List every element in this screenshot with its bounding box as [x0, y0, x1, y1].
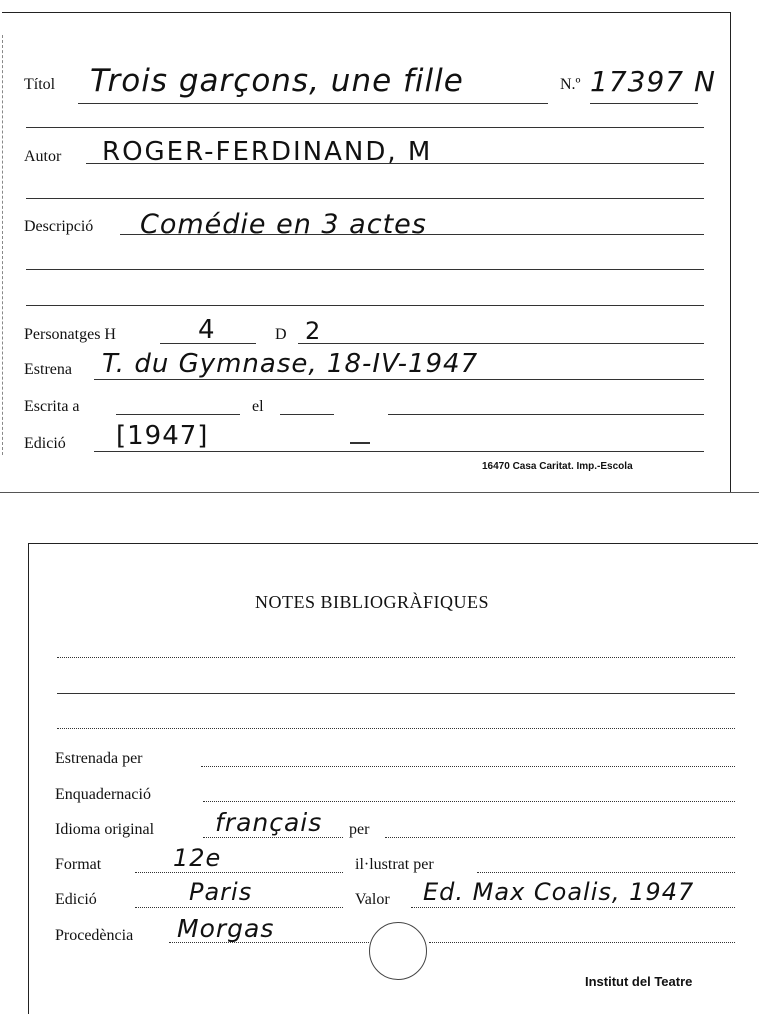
punch-hole	[369, 922, 427, 980]
personatges-d-value: 2	[305, 317, 322, 345]
enquadernacio-line	[203, 801, 735, 802]
format-value: 12e	[173, 844, 222, 872]
catalog-card-front	[2, 12, 731, 493]
blank-line-2	[26, 198, 704, 199]
edicio-value: [1947]	[116, 421, 209, 451]
pen-mark	[350, 442, 370, 444]
edicio-value-2: Paris	[189, 878, 253, 906]
escrita-el-line-a	[280, 414, 334, 415]
autor-line	[86, 163, 704, 164]
escrita-label: Escrita a	[24, 398, 80, 415]
personatges-d-label: D	[275, 326, 287, 343]
titol-line	[78, 103, 548, 104]
notes-line-2	[57, 693, 735, 694]
per-line	[385, 837, 735, 838]
notes-heading: NOTES BIBLIOGRÀFIQUES	[255, 592, 490, 612]
blank-line-3	[26, 269, 704, 270]
edicio-line	[94, 451, 704, 452]
idioma-line	[203, 837, 343, 838]
edicio-label: Edició	[24, 435, 66, 452]
descripcio-value: Comédie en 3 actes	[140, 209, 427, 240]
estrena-value: T. du Gymnase, 18-IV-1947	[102, 349, 479, 379]
personatges-label: Personatges H	[24, 326, 116, 343]
descripcio-line	[120, 234, 704, 235]
escrita-el-label: el	[252, 398, 264, 415]
estrena-label: Estrena	[24, 361, 72, 378]
autor-label: Autor	[24, 148, 62, 165]
card-left-edge	[2, 35, 3, 455]
estrenada-label: Estrenada per	[55, 750, 143, 767]
format-line	[135, 872, 343, 873]
autor-value: ROGER-FERDINAND, M	[102, 137, 433, 167]
per-label: per	[349, 821, 370, 838]
personatges-h-line	[160, 343, 256, 344]
blank-line-1	[26, 127, 704, 128]
format-label: Format	[55, 856, 102, 873]
personatges-d-line	[298, 343, 704, 344]
valor-line	[411, 907, 735, 908]
procedencia-value: Morgas	[177, 914, 275, 943]
edicio-label-2: Edició	[55, 891, 97, 908]
estrena-line	[94, 379, 704, 380]
catalog-card-back	[28, 543, 758, 1014]
titol-label: Títol	[24, 76, 56, 93]
procedencia-label: Procedència	[55, 927, 134, 944]
personatges-h-value: 4	[198, 315, 216, 345]
escrita-el-line-b	[388, 414, 704, 415]
edicio-line-2	[135, 907, 343, 908]
enquadernacio-label: Enquadernació	[55, 786, 151, 803]
card-separator	[0, 492, 759, 493]
idioma-label: Idioma original	[55, 821, 155, 838]
illustrat-line	[477, 872, 735, 873]
estrenada-line	[201, 766, 735, 767]
number-line	[590, 103, 698, 104]
titol-value: Trois garçons, une fille	[90, 63, 464, 99]
number-value: 17397 N	[590, 65, 716, 98]
idioma-value: français	[215, 808, 323, 837]
escrita-line	[116, 414, 240, 415]
number-label: N.º	[560, 76, 581, 93]
printer-imprint: 16470 Casa Caritat. Imp.-Escola	[482, 461, 633, 472]
valor-label: Valor	[355, 891, 390, 908]
valor-value: Ed. Max Coalis, 1947	[423, 878, 695, 906]
illustrat-label: il·lustrat per	[355, 856, 434, 873]
notes-line-3	[57, 728, 735, 729]
procedencia-line-b	[429, 942, 735, 943]
notes-line-1	[57, 657, 735, 658]
blank-line-4	[26, 305, 704, 306]
institution-name: Institut del Teatre	[585, 974, 693, 989]
procedencia-line	[169, 942, 369, 943]
descripcio-label: Descripció	[24, 218, 94, 235]
